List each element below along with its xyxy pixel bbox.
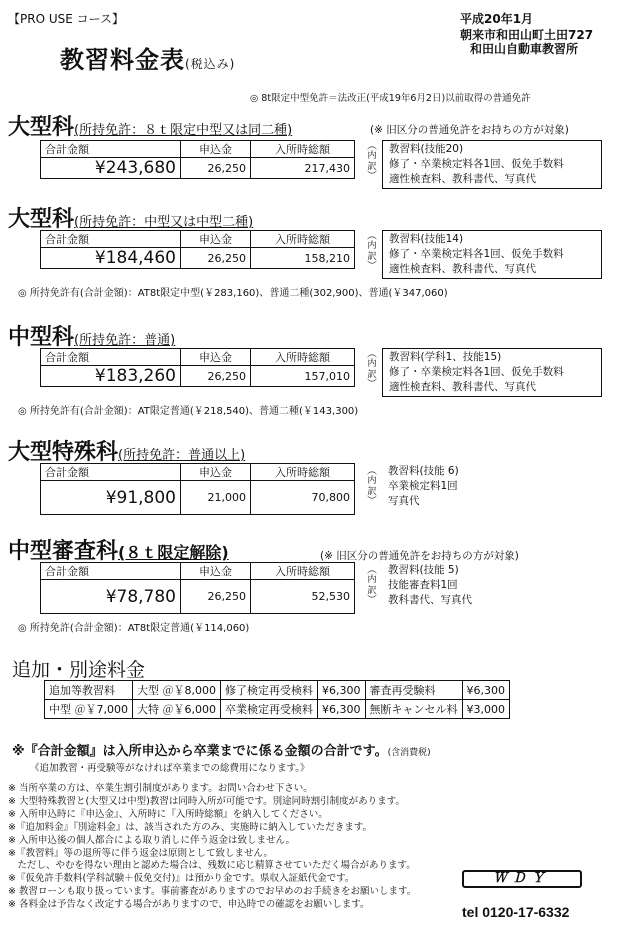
- breakdown-item: 教習料(技能14): [389, 233, 464, 245]
- extra-fees-table: [44, 680, 510, 719]
- breakdown-item: 適性検査料、教科書代、写真代: [389, 381, 536, 393]
- total-header: 合計金額: [41, 141, 181, 158]
- note-item: ※『仮免許手数料(学科試験＋仮免交付)』は預かり金です。県収入証紙代金です。: [8, 873, 355, 885]
- total-amount-note: [12, 740, 431, 759]
- note-item: ※『追加料金』『別途料金』は、該当された方のみ、実施時に納入していただきます。: [8, 821, 373, 833]
- application-fee: 26,250: [181, 366, 251, 387]
- section-license: (所持免許：普通): [74, 333, 176, 348]
- total-amount: ¥183,260: [41, 366, 181, 387]
- table-cell: ¥6,300: [318, 681, 366, 700]
- entrance-header: 入所時総額: [251, 141, 355, 158]
- bracket-top: 内: [367, 359, 377, 369]
- table-cell: ¥6,300: [318, 700, 366, 719]
- owned-license-note: ◎ 所持免許有(合計金額)：AT8t限定中型(￥283,160)、普通二種(302,900)、普通(￥347,060): [18, 288, 448, 299]
- section-note: (※ 旧区分の普通免許をお持ちの方が対象): [370, 124, 569, 136]
- note-item: ※ 各料金は予告なく改定する場合がありますので、申込時での確認をお願いします。: [8, 899, 370, 911]
- total-amount: ¥184,460: [41, 248, 181, 269]
- breakdown-list: [382, 562, 602, 609]
- breakdown-item: 写真代: [388, 495, 420, 507]
- breakdown-item: 教習料(技能 6): [388, 465, 459, 477]
- fee-table: [40, 140, 355, 179]
- total-amount-subnote: 《追加教習・再受験等がなければ卒業までの総費用になります。》: [30, 763, 310, 774]
- breakdown-item: 修了・卒業検定料各1回、仮免手数料: [389, 248, 564, 260]
- breakdown-bracket: ︵ 内 訳 ︶: [367, 231, 377, 272]
- application-header: 申込金: [181, 231, 251, 248]
- entrance-header: 入所時総額: [251, 349, 355, 366]
- table-cell: ¥3,000: [462, 700, 510, 719]
- total-amount: ¥91,800: [41, 481, 181, 515]
- section-license: (８ｔ限定解除): [118, 543, 229, 562]
- entrance-fee: 158,210: [251, 248, 355, 269]
- table-row: [45, 681, 510, 700]
- section-heading: [8, 435, 245, 466]
- entrance-header: 入所時総額: [251, 563, 355, 580]
- title-text: 教習料金表: [60, 46, 185, 74]
- bracket-bottom: 訳: [367, 487, 377, 497]
- school-address: 朝来市和田山町土田727: [460, 28, 594, 42]
- application-fee: 26,250: [181, 248, 251, 269]
- issue-date: 平成20年1月: [460, 12, 534, 26]
- breakdown-item: 適性検査料、教科書代、写真代: [389, 173, 536, 185]
- breakdown-list: [382, 348, 602, 397]
- note-item: ※ 大型特殊教習と(大型又は中型)教習は同時入所が可能です。別途同時割引制度があります。: [8, 795, 405, 807]
- entrance-fee: 217,430: [251, 158, 355, 179]
- bracket-top: 内: [367, 241, 377, 251]
- bracket-bottom: 訳: [367, 252, 377, 262]
- section-heading: [8, 110, 292, 141]
- entrance-header: 入所時総額: [251, 464, 355, 481]
- total-amount: ¥78,780: [41, 580, 181, 614]
- total-header: 合計金額: [41, 563, 181, 580]
- owned-license-note: ◎ 所持免許(合計金額)：AT8t限定普通(￥114,060): [18, 623, 250, 634]
- breakdown-list: [382, 230, 602, 279]
- table-cell: 修了検定再受検料: [221, 681, 318, 700]
- top-note: ◎ 8t限定中型免許＝法改正(平成19年6月2日)以前取得の普通免許: [250, 93, 531, 104]
- bracket-top: 内: [367, 575, 377, 585]
- total-header: 合計金額: [41, 464, 181, 481]
- table-cell: 卒業検定再受検料: [221, 700, 318, 719]
- title-suffix: (税込み): [185, 57, 236, 71]
- section-heading: [8, 320, 175, 351]
- fee-table: [40, 463, 355, 515]
- table-cell: 中型 ＠￥7,000: [45, 700, 133, 719]
- fee-table: [40, 562, 355, 614]
- course-tag: 【PRO USE コース】: [8, 12, 125, 26]
- total-header: 合計金額: [41, 349, 181, 366]
- breakdown-bracket: ︵ 内 訳 ︶: [367, 141, 377, 182]
- section-name: 大型特殊科: [8, 440, 119, 465]
- table-cell: 審査再受験料: [365, 681, 462, 700]
- application-header: 申込金: [181, 464, 251, 481]
- total-note-text: ※『合計金額』は入所申込から卒業までに係る金額の合計です。: [12, 744, 388, 759]
- breakdown-list: [382, 140, 602, 189]
- school-name: 和田山自動車教習所: [470, 42, 579, 56]
- extra-fees-title: 追加・別途料金: [12, 659, 146, 681]
- breakdown-list: [382, 463, 602, 510]
- application-fee: 21,000: [181, 481, 251, 515]
- table-cell: 大型 ＠￥8,000: [133, 681, 221, 700]
- breakdown-item: 教習料(技能20): [389, 143, 464, 155]
- table-cell: 無断キャンセル料: [365, 700, 462, 719]
- breakdown-bracket: ︵ 内 訳 ︶: [367, 466, 377, 507]
- breakdown-item: 教科書代、写真代: [388, 594, 472, 606]
- note-item: ※ 入所申込時に『申込金』、入所時に『入所時総額』を納入してください。: [8, 808, 328, 820]
- breakdown-bracket: ︵ 内 訳 ︶: [367, 565, 377, 606]
- owned-license-note: ◎ 所持免許有(合計金額)：AT限定普通(￥218,540)、普通二種(￥143,300): [18, 406, 359, 417]
- application-fee: 26,250: [181, 158, 251, 179]
- breakdown-item: 教習料(学科1、技能15): [389, 351, 502, 363]
- note-item: ただし、やむを得ない理由と認めた場合は、残数に応じ精算させていただく場合があります。: [8, 860, 416, 872]
- bracket-top: 内: [367, 151, 377, 161]
- total-amount: ¥243,680: [41, 158, 181, 179]
- section-license: (所持免許：８ｔ限定中型又は同二種): [74, 123, 293, 138]
- note-item: ※ 入所申込後の個人都合による取り消しに伴う返金は致しません。: [8, 834, 296, 846]
- table-cell: ¥6,300: [462, 681, 510, 700]
- entrance-header: 入所時総額: [251, 231, 355, 248]
- breakdown-item: 適性検査料、教科書代、写真代: [389, 263, 536, 275]
- total-note-suffix: (含消費税): [387, 748, 431, 758]
- section-heading: [8, 534, 229, 565]
- note-item: ※ 教習ローンも取り扱っています。事前審査がありますのでお早めのお手続きをお願いします。: [8, 886, 417, 898]
- breakdown-item: 修了・卒業検定料各1回、仮免手数料: [389, 366, 564, 378]
- entrance-fee: 52,530: [251, 580, 355, 614]
- breakdown-item: 教習料(技能 5): [388, 564, 459, 576]
- section-name: 大型科: [8, 115, 75, 140]
- table-cell: 大特 ＠￥6,000: [133, 700, 221, 719]
- section-name: 中型審査科: [8, 539, 119, 564]
- notes-list: [8, 783, 416, 912]
- note-item: ※『教習料』等の退所等に伴う返金は原則として致しません。: [8, 847, 274, 859]
- bracket-bottom: 訳: [367, 162, 377, 172]
- note-item: ※ 当所卒業の方は、卒業生割引制度があります。お問い合わせ下さい。: [8, 783, 313, 794]
- section-license: (所持免許：普通以上): [118, 448, 246, 463]
- school-logo: ＷＤＹ: [462, 870, 582, 888]
- section-name: 大型科: [8, 207, 75, 232]
- phone-number: tel 0120-17-6332: [462, 904, 570, 920]
- breakdown-item: 卒業検定料1回: [388, 480, 458, 492]
- section-license: (所持免許：中型又は中型二種): [74, 215, 254, 230]
- breakdown-item: 技能審査料1回: [388, 579, 458, 591]
- fee-table: [40, 230, 355, 269]
- table-row: [45, 700, 510, 719]
- application-fee: 26,250: [181, 580, 251, 614]
- application-header: 申込金: [181, 563, 251, 580]
- bracket-bottom: 訳: [367, 370, 377, 380]
- breakdown-item: 修了・卒業検定料各1回、仮免手数料: [389, 158, 564, 170]
- entrance-fee: 70,800: [251, 481, 355, 515]
- bracket-bottom: 訳: [367, 586, 377, 596]
- bracket-top: 内: [367, 476, 377, 486]
- total-header: 合計金額: [41, 231, 181, 248]
- section-note: (※ 旧区分の普通免許をお持ちの方が対象): [320, 550, 519, 562]
- fee-table: [40, 348, 355, 387]
- table-cell: 追加等教習料: [45, 681, 133, 700]
- entrance-fee: 157,010: [251, 366, 355, 387]
- application-header: 申込金: [181, 141, 251, 158]
- page-title: [60, 40, 235, 75]
- section-heading: [8, 202, 253, 233]
- breakdown-bracket: ︵ 内 訳 ︶: [367, 349, 377, 390]
- section-name: 中型科: [8, 325, 75, 350]
- application-header: 申込金: [181, 349, 251, 366]
